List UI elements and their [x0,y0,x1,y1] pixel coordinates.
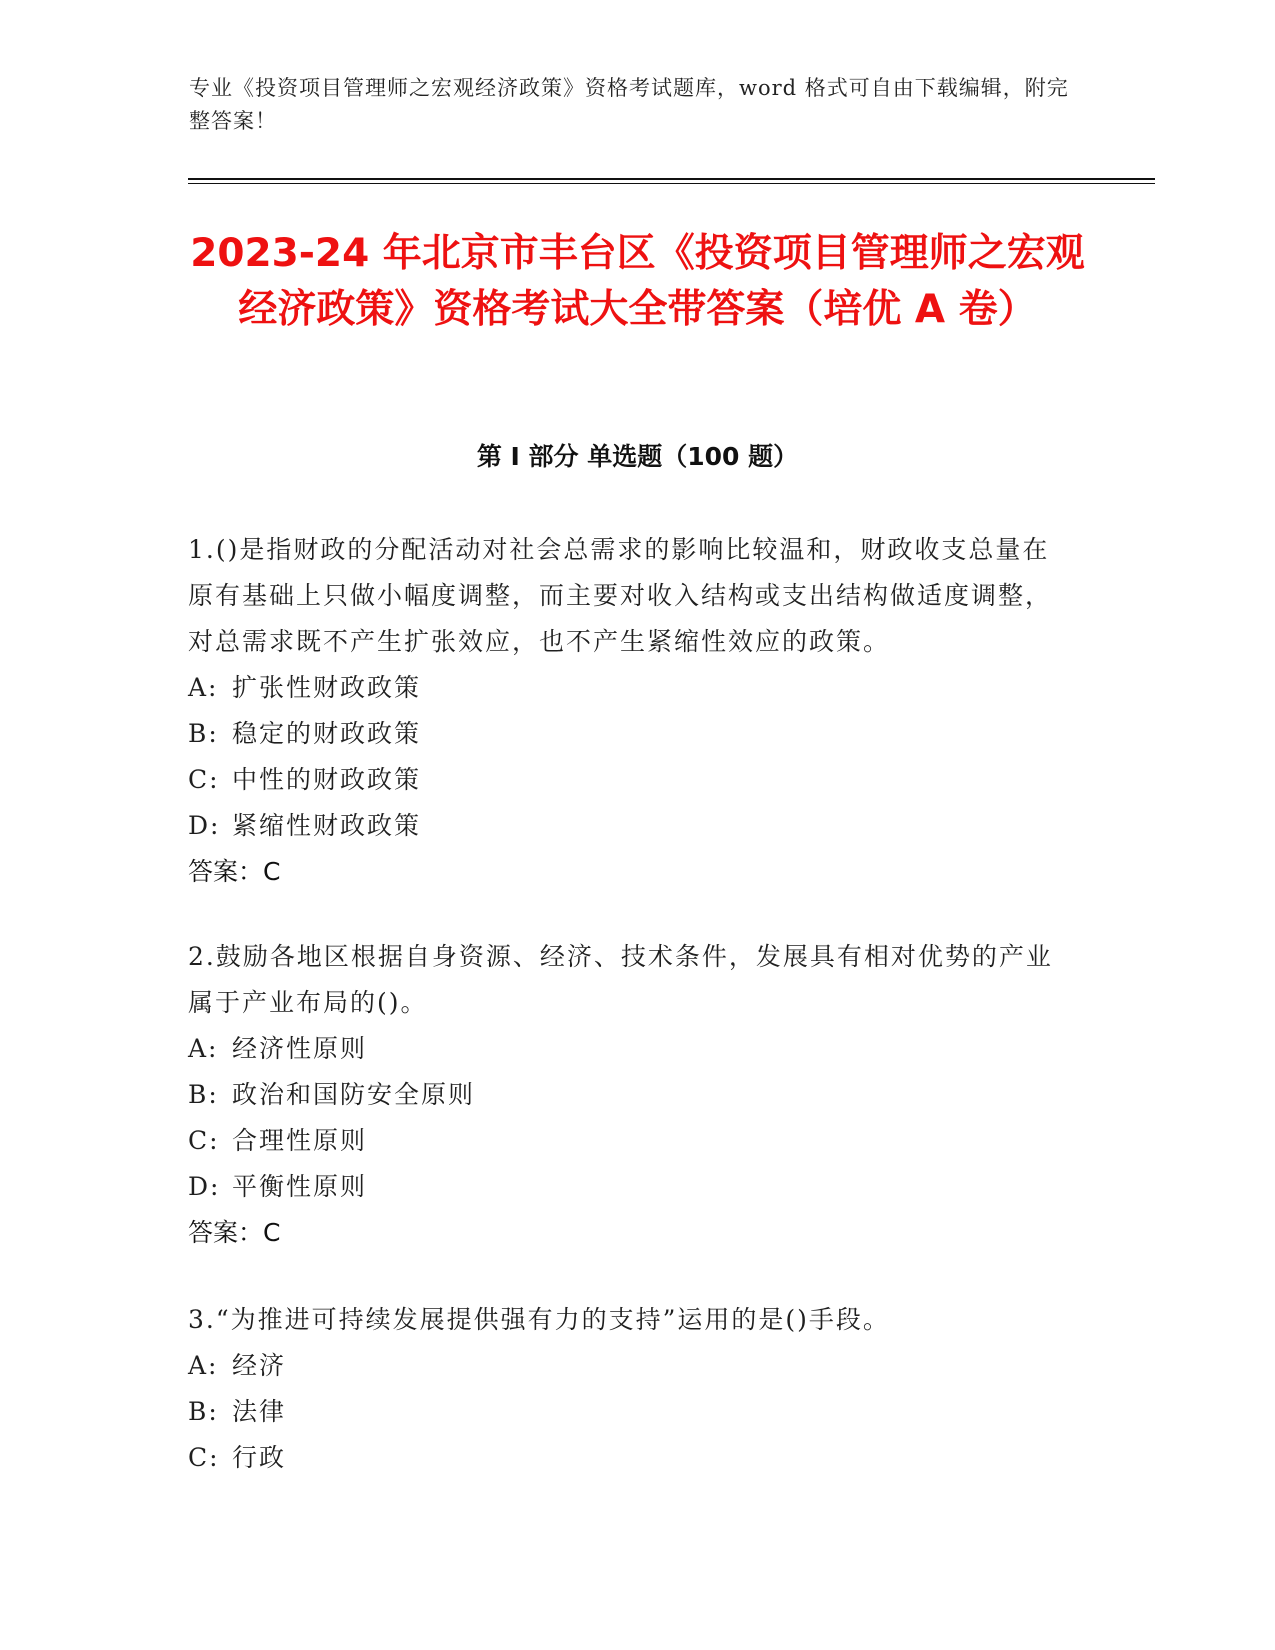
option-key: A: [188,1351,219,1380]
option-d [188,803,1068,849]
section-title: 第 I 部分 单选题（100 题） [476,442,799,471]
answer: 答案：C [188,1218,281,1247]
option-text: 紧缩性财政政策 [232,811,422,840]
option-c [188,1435,1068,1481]
option-d [188,1164,1068,1210]
option-text: 扩张性财政政策 [232,673,422,702]
option-text: 经济性原则 [232,1034,368,1063]
option-key: C: [188,765,220,794]
option-key: B: [188,1080,219,1109]
answer: 答案：C [188,857,281,886]
option-c [188,1118,1068,1164]
option-b [188,1072,1068,1118]
option-text: 稳定的财政政策 [232,719,422,748]
option-key: C: [188,1126,220,1155]
option-key: A: [188,1034,219,1063]
question-3 [188,1297,1068,1481]
option-a [188,665,1068,711]
option-a [188,1026,1068,1072]
header-divider-thick [188,178,1155,180]
question-stem: 2.鼓励各地区根据自身资源、经济、技术条件，发展具有相对优势的产业属于产业布局的()。 [188,942,1053,1017]
option-text: 中性的财政政策 [232,765,422,794]
option-a [188,1343,1068,1389]
option-text: 平衡性原则 [232,1172,368,1201]
option-key: B: [188,719,219,748]
question-stem: 3.“为推进可持续发展提供强有力的支持”运用的是()手段。 [188,1305,890,1334]
option-text: 经济 [232,1351,287,1380]
option-key: C: [188,1443,220,1472]
option-b [188,1389,1068,1435]
option-key: A: [188,673,219,702]
option-key: B: [188,1397,219,1426]
option-text: 行政 [232,1443,287,1472]
option-text: 法律 [232,1397,287,1426]
document-title: 2023-24 年北京市丰台区《投资项目管理师之宏观经济政策》资格考试大全带答案（培优 A 卷） [190,231,1085,332]
option-key: D: [188,811,221,840]
option-c [188,757,1068,803]
option-text: 合理性原则 [232,1126,368,1155]
question-stem: 1.()是指财政的分配活动对社会总需求的影响比较温和，财政收支总量在原有基础上只做小幅度调整，而主要对收入结构或支出结构做适度调整，对总需求既不产生扩张效应，也不产生紧缩性效应的政策。 [188,535,1053,656]
header-divider-thin [188,183,1155,184]
option-text: 政治和国防安全原则 [232,1080,476,1109]
question-1 [188,527,1068,895]
option-b [188,711,1068,757]
header-note: 专业《投资项目管理师之宏观经济政策》资格考试题库，word 格式可自由下载编辑，附完整答案！ [189,76,1069,133]
option-key: D: [188,1172,221,1201]
question-2 [188,934,1068,1256]
